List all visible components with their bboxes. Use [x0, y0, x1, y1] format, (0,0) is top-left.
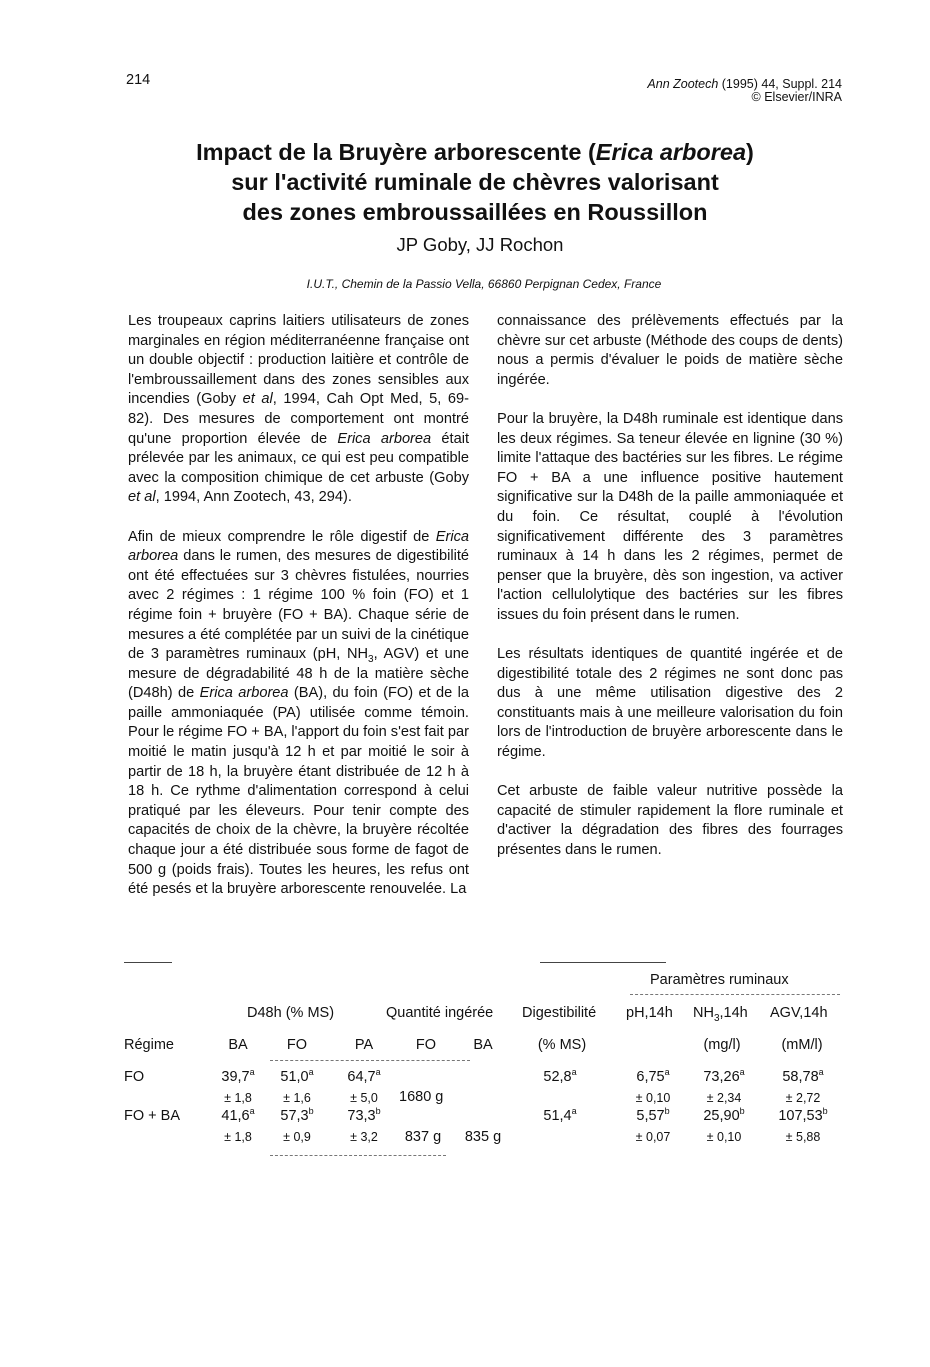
article-title — [60, 137, 890, 227]
cell-sd: ± 0,10 — [635, 1091, 671, 1105]
cell: 39,7$^a$ — [221, 1067, 255, 1085]
cell-sd: ± 2,34 — [706, 1091, 742, 1105]
cell: 51,0$^a$ — [280, 1067, 314, 1085]
copyright: © Elsevier/INRA — [751, 90, 842, 104]
cell-sd: ± 0,9 — [283, 1130, 311, 1144]
cell: 107,53$^b$ — [778, 1106, 828, 1124]
header-ruminal-params: Paramètres ruminaux — [650, 972, 789, 988]
paragraph-2: Afin de mieux comprendre le rôle digestif de Erica arborea dans le rumen, des mesures de digestibilité ont été effectuées sur 3 chèvres fistulées, nourries avec 2 régimes : 1 régime 100 % foin (FO) et 1 régime foin + bruyère (FO + BA). Chaque série de mesures a été complétée par un suivi de la cinétique de 3 paramètres ruminaux (pH, $NH_3$, AGV) et une mesure de dégradabilité 48 h de la matière sèche (D48h) de Erica arborea (BA), du foin (FO) et de la paille ammoniaquée (PA) utilisée comme témoin. Pour le régime FO + BA, l'apport du foin s'est fait par moitié le matin jusqu'à 12 h et par moitié le soir à partir de 18 h, la bruyère étant distribuée de 12 h à 18 h. Ce rythme d'alimentation correspond à celui pratiqué par les éleveurs. Pour tenir compte des capacités de choix de la chèvre, la bruyère récoltée chaque jour a été distribuée sous forme de fagot de 500 g (poids frais). Toutes les heures, les refus ont été pesés et la bruyère arborescente renouvelée. La — [128, 528, 469, 898]
cell: 1680 g — [399, 1089, 444, 1105]
title-line-2: sur l'activité ruminale de chèvres valorisant — [231, 169, 719, 195]
title-species: Erica arborea — [595, 139, 747, 165]
row-label-fo-ba: FO + BA — [124, 1108, 181, 1124]
table-rule-top-right — [540, 962, 666, 963]
body-column-left — [128, 312, 469, 919]
row-label-fo: FO — [124, 1069, 145, 1085]
cell-sd: ± 0,10 — [706, 1130, 742, 1144]
authors: JP Goby, JJ Rochon — [396, 234, 564, 255]
header-mml: (mM/l) — [781, 1037, 823, 1053]
cell-sd: ± 1,8 — [224, 1130, 252, 1144]
title-line-1a: Impact de la Bruyère arborescente ( — [196, 139, 596, 165]
paragraph-1: Les troupeaux caprins laitiers utilisateurs de zones marginales en région méditerranéenne française ont un double objectif : production laitière et contrôle de l'embroussaillement dans des zones sensibles aux incendies (Goby et al, 1994, Cah Opt Med, 5, 69-82). Des mesures de comportement ont montré qu'une proportion élevée de Erica arborea était prélevée par les animaux, ce qui est peu compatible avec la composition chimique de cet arbuste (Goby et al, 1994, Ann Zootech, 43, 294). — [128, 313, 469, 506]
paragraph-5: Cet arbuste de faible valeur nutritive possède la capacité de stimuler rapidement la flore ruminale et d'activer la dégradation des fibres des fourrages présentes dans le rumen. — [497, 783, 843, 859]
title-line-1b: ) — [746, 139, 754, 165]
cell-sd: ± 5,0 — [350, 1091, 378, 1105]
cell: 41,6$^a$ — [221, 1106, 255, 1124]
header-pct-ms: (% MS) — [537, 1037, 587, 1053]
table-rule-top-left — [124, 962, 172, 963]
paragraph-2-continued: connaissance des prélèvements effectués par la chèvre sur cet arbuste (Méthode des coups de dents) nous a permis d'évaluer le poids de matière sèche ingérée. — [497, 313, 843, 388]
cell: 25,90$^b$ — [703, 1106, 745, 1124]
cell-sd: ± 1,6 — [283, 1091, 311, 1105]
title-line-3: des zones embroussaillées en Roussillon — [242, 199, 708, 225]
header-d48h: D48h (% MS) — [247, 1005, 335, 1021]
page-number: 214 — [126, 72, 151, 88]
cell: 837 g — [404, 1129, 442, 1145]
header-ba: BA — [228, 1037, 248, 1053]
body-column-right — [497, 312, 843, 880]
table-rule-bottom — [270, 1155, 446, 1156]
header-ph: pH,14h — [626, 1005, 673, 1021]
header-pa: PA — [354, 1037, 374, 1053]
journal-name: Ann Zootech — [647, 77, 719, 91]
header-digestibilite: Digestibilité — [522, 1005, 597, 1021]
cell: 73,26$^a$ — [703, 1067, 745, 1085]
cell: 57,3$^b$ — [280, 1106, 314, 1124]
cell-sd: ± 1,8 — [224, 1091, 252, 1105]
cell-sd: ± 5,88 — [785, 1130, 821, 1144]
cell: 835 g — [464, 1129, 502, 1145]
journal-volume: (1995) 44, Suppl. 214 — [718, 77, 842, 91]
rule-subheader — [270, 1060, 470, 1061]
cell: 6,75$^a$ — [636, 1067, 670, 1085]
cell: 64,7$^a$ — [347, 1067, 381, 1085]
header-quantite: Quantité ingérée — [386, 1005, 494, 1021]
header-regime: Régime — [124, 1037, 174, 1053]
cell: 52,8$^a$ — [543, 1067, 577, 1085]
cell: 51,4$^a$ — [543, 1106, 577, 1124]
header-mgl: (mg/l) — [703, 1037, 741, 1053]
header-agv: AGV,14h — [770, 1005, 828, 1021]
header-fo-2: FO — [415, 1037, 437, 1053]
cell: 58,78$^a$ — [782, 1067, 824, 1085]
header-nh3: $NH_3,14h$ — [693, 1005, 748, 1024]
affiliation: I.U.T., Chemin de la Passio Vella, 66860 Perpignan Cedex, France — [306, 277, 662, 291]
cell-sd: ± 2,72 — [785, 1091, 821, 1105]
cell: 73,3$^b$ — [347, 1106, 381, 1124]
paragraph-4: Les résultats identiques de quantité ingérée et de digestibilité totale des 2 régimes ne sont donc pas dus à une même utilisation digestive des 2 constituants mais à une meilleure valorisation du foin lors de l'introduction de bruyère arborescente dans le régime. — [497, 646, 843, 761]
cell-sd: ± 0,07 — [635, 1130, 671, 1144]
header-fo: FO — [286, 1037, 308, 1053]
rule-ruminal-params — [630, 994, 840, 995]
journal-citation — [647, 78, 842, 104]
header-ba-2: BA — [473, 1037, 493, 1053]
cell: 5,57$^b$ — [636, 1106, 670, 1124]
cell-sd: ± 3,2 — [350, 1130, 378, 1144]
paragraph-3: Pour la bruyère, la D48h ruminale est identique dans les deux régimes. Sa teneur élevée en lignine (30 %) limite l'attaque des bactéries sur les fibres. Le régime FO + BA a une influence positive hautement significative sur la D48h de la paille ammoniaquée et du foin. Ce résultat, couplé à l'évolution significativement différente des 3 paramètres ruminaux à 14 h dans les 2 régimes, permet de penser que la bruyère, dès son ingestion, va activer l'action cellulolytique des bactéries sur les fibres issues du foin présent dans le rumen. — [497, 410, 843, 623]
